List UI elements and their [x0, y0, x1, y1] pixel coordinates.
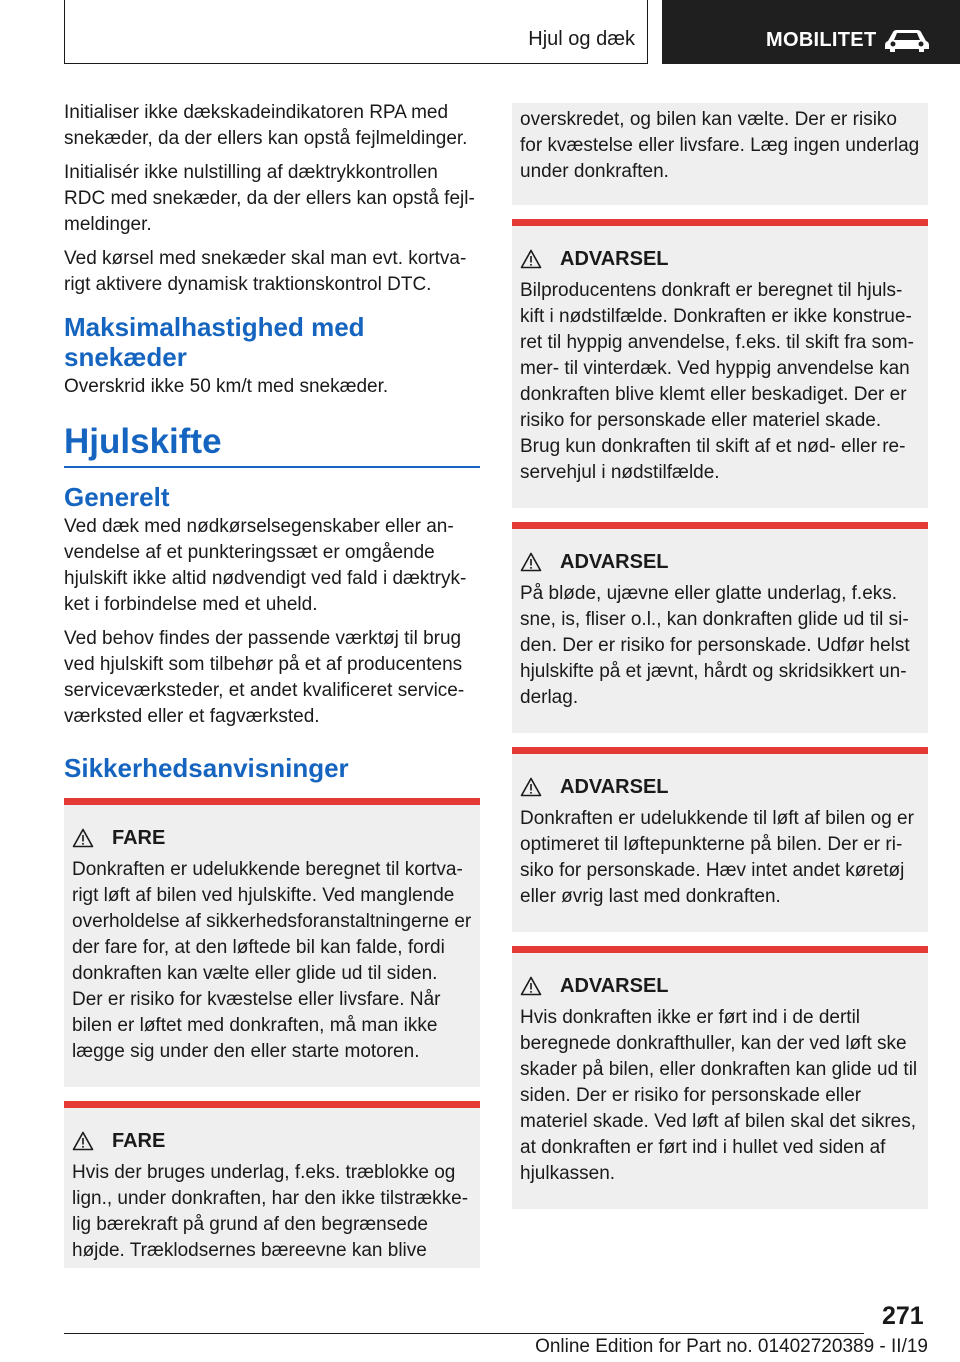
warning-box-title: [520, 774, 920, 800]
warning-text: Bilproducentens donkraft er beregnet til hjulskift i nødstilfælde. Donkraften er ikke konstrueret til hyppig anvendelse, f.eks. til skift fra sommer- til vinterdæk. Ved hyppig anvendelse kan donkraften blive klemt eller beskadiget. Der er risiko for personskade eller materiel skade. Brug kun donkraften til skift af et nød- eller reservehjul i nødstilfælde.: [520, 280, 914, 483]
warning-box-1: [512, 219, 928, 508]
heading-general: Generelt: [64, 482, 170, 512]
paragraph-rpa: Initialiser ikke dækskadeindikatoren RPA med snekæder, da der ellers kan opstå fejlmeldinger.: [64, 102, 468, 149]
warning-label: ADVARSEL: [560, 776, 669, 798]
footer-edition: Online Edition for Part no. 01402720389 - II/19: [535, 1336, 928, 1357]
warning-text: Donkraften er udelukkende til løft af bilen og er optimeret til løftepunkterne på bilen. Der er risiko for personskade. Hæv intet andet køretøj eller øvrig last med donkraften.: [520, 808, 914, 907]
warning-box-title: [520, 246, 920, 272]
danger-box-title: [72, 1128, 472, 1154]
warning-triangle-icon: [520, 552, 542, 572]
page-number: 271: [882, 1302, 924, 1330]
warning-label: ADVARSEL: [560, 248, 669, 270]
left-column: [64, 100, 480, 1282]
warning-text: Hvis donkraften ikke er ført ind i de dertil beregnede donkrafthuller, kan der ved løft ske skader på bilen, eller donkraften kan glide ud til siden. Der er risiko for personskade eller materiel skade. Ved løft af bilen skal det sikres, at donkraften er ført ind i hullet ved siden af hjulkassen.: [520, 1007, 918, 1184]
chapter-title: MOBILITET: [766, 29, 877, 51]
warning-box-title: [520, 973, 920, 999]
heading-safety: Sikkerhedsanvisninger: [64, 753, 349, 783]
warning-triangle-icon: [520, 777, 542, 797]
paragraph-max-speed: Overskrid ikke 50 km/t med snekæder.: [64, 376, 389, 397]
danger-box-1: [64, 798, 480, 1087]
paragraph-general-2: Ved behov findes der passende værktøj til brug ved hjulskift som tilbehør på et af producentens serviceværksteder, et andet kvalificeret serviceværksted eller et fagværksted.: [64, 628, 465, 727]
warning-box-2: [512, 522, 928, 733]
heading-max-speed: Maksimalhastighed med snekæder: [64, 312, 365, 372]
danger-box-2-continued: [512, 103, 928, 205]
warning-text: På bløde, ujævne eller glatte underlag, f.eks. sne, is, fliser o.l., kan donkraften glide ud til siden. Der er risiko for personskade. Udfør helst hjulskifte på et jævnt, hårdt og skridsikkert underlag.: [520, 583, 910, 708]
car-icon: [884, 27, 930, 53]
warning-triangle-icon: [520, 976, 542, 996]
warning-triangle-icon: [72, 1131, 94, 1151]
warning-triangle-icon: [520, 249, 542, 269]
paragraph-rdc: Initialisér ikke nulstilling af dæktrykkontrollen RDC med snekæder, da der ellers kan opstå fejlmeldinger.: [64, 162, 475, 235]
header-section-tab: [64, 0, 648, 64]
danger-box-title: [72, 825, 472, 851]
warning-box-4: [512, 946, 928, 1209]
paragraph-dtc: Ved kørsel med snekæder skal man evt. kortvarigt aktivere dynamisk traktionskontrol DTC.: [64, 248, 467, 295]
paragraph-general-1: Ved dæk med nødkørselsegenskaber eller anvendelse af et punkteringssæt er omgående hjulskift ikke altid nødvendigt ved fald i dæktrykket i forbindelse med et uheld.: [64, 516, 467, 615]
warning-label: ADVARSEL: [560, 551, 669, 573]
header-chapter-tab: [662, 0, 960, 64]
danger-label: FARE: [112, 1130, 166, 1152]
right-column: [512, 103, 928, 1223]
warning-label: ADVARSEL: [560, 975, 669, 997]
danger-text: Hvis der bruges underlag, f.eks. træblokke og lign., under donkraften, har den ikke tilstrækkelig bærekraft på grund af den begrænsede højde. Træklodsernes bæreevne kan blive: [72, 1162, 469, 1261]
warning-box-title: [520, 549, 920, 575]
danger-label: FARE: [112, 827, 166, 849]
danger-box-2: [64, 1101, 480, 1268]
danger-text: Donkraften er udelukkende beregnet til kortvarigt løft af bilen ved hjulskifte. Ved manglende overholdelse af sikkerhedsforanstaltningerne er der fare for, at den løftede bil kan falde, fordi donkraften kan vælte eller glide ud til siden. Der er risiko for kvæstelse eller livsfare. Når bilen er løftet med donkraften, må man ikke lægge sig under den eller starte motoren.: [72, 859, 472, 1062]
footer-divider: [64, 1333, 864, 1334]
warning-triangle-icon: [72, 828, 94, 848]
warning-box-3: [512, 747, 928, 932]
heading-wheel-change: Hjulskifte: [64, 420, 480, 468]
section-title: Hjul og dæk: [528, 28, 635, 50]
danger-text-continued: overskredet, og bilen kan vælte. Der er risiko for kvæstelse eller livsfare. Læg ingen underlag under donkraften.: [520, 109, 920, 182]
